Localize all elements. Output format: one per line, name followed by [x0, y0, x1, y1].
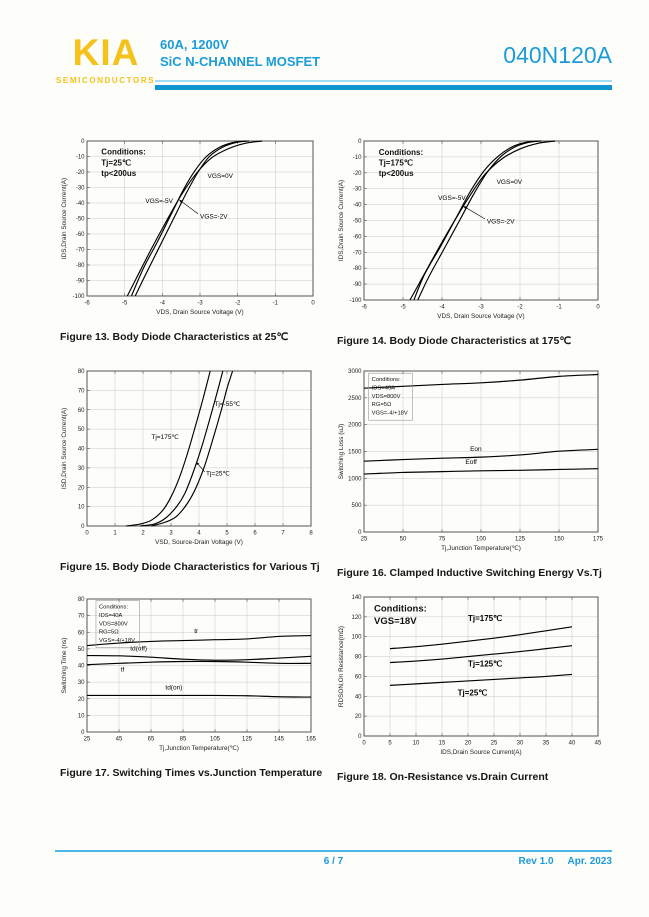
svg-text:-30: -30 — [352, 186, 362, 193]
svg-text:Tj=25℃: Tj=25℃ — [101, 158, 131, 168]
svg-text:15: 15 — [438, 740, 446, 747]
svg-text:Tj,Junction Temperature(℃): Tj,Junction Temperature(℃) — [441, 545, 521, 552]
svg-text:VGS=-5V: VGS=-5V — [145, 198, 174, 205]
kia-logo — [56, 33, 156, 85]
svg-text:tr: tr — [194, 628, 199, 636]
svg-text:-3: -3 — [197, 300, 203, 307]
svg-text:0: 0 — [81, 524, 85, 530]
svg-text:Eoff: Eoff — [465, 459, 477, 467]
svg-text:20: 20 — [77, 696, 85, 703]
footer-rule — [55, 850, 612, 852]
svg-text:-2: -2 — [234, 300, 241, 307]
svg-text:Tj=175℃: Tj=175℃ — [378, 158, 413, 168]
svg-text:Tj=25℃: Tj=25℃ — [206, 470, 230, 478]
svg-text:-20: -20 — [75, 170, 85, 176]
svg-text:70: 70 — [77, 388, 85, 395]
svg-text:125: 125 — [514, 536, 526, 543]
figure-13-chart — [58, 134, 322, 322]
svg-text:20: 20 — [354, 714, 362, 721]
svg-text:120: 120 — [351, 614, 362, 621]
svg-text:-50: -50 — [352, 218, 362, 225]
svg-text:Tj=175℃: Tj=175℃ — [468, 613, 503, 623]
footer — [55, 850, 612, 867]
svg-text:50: 50 — [399, 536, 407, 543]
svg-text:RG=5Ω: RG=5Ω — [98, 629, 119, 636]
svg-text:-6: -6 — [361, 304, 367, 311]
svg-text:125: 125 — [241, 736, 253, 743]
figure-18-chart — [335, 590, 607, 762]
svg-text:Tj=175℃: Tj=175℃ — [151, 433, 179, 441]
svg-text:25: 25 — [490, 740, 498, 747]
svg-text:VGS=0V: VGS=0V — [207, 173, 234, 181]
svg-text:Conditions:: Conditions: — [378, 147, 424, 157]
svg-text:-90: -90 — [75, 278, 85, 285]
svg-text:60: 60 — [77, 407, 85, 414]
svg-text:65: 65 — [147, 736, 155, 743]
svg-text:8: 8 — [309, 530, 313, 537]
svg-text:150: 150 — [553, 536, 565, 543]
svg-text:Switching Time (ns): Switching Time (ns) — [61, 637, 68, 694]
svg-text:40: 40 — [77, 446, 85, 453]
logo-text: KIA — [72, 32, 140, 73]
svg-text:5: 5 — [388, 740, 392, 747]
svg-text:-80: -80 — [75, 263, 85, 269]
svg-text:-50: -50 — [75, 216, 85, 223]
svg-text:tp<200us: tp<200us — [101, 168, 137, 178]
svg-text:-100: -100 — [72, 294, 85, 300]
svg-text:td(on): td(on) — [165, 684, 183, 692]
svg-text:Eon: Eon — [470, 445, 482, 453]
svg-text:0: 0 — [596, 304, 600, 311]
svg-text:2500: 2500 — [348, 395, 362, 402]
svg-text:40: 40 — [354, 694, 362, 701]
svg-text:3000: 3000 — [348, 369, 362, 375]
figure-18 — [335, 590, 607, 783]
svg-text:-90: -90 — [352, 282, 362, 289]
svg-text:0: 0 — [81, 139, 85, 145]
svg-text:IDS,Drain Source Current(A): IDS,Drain Source Current(A) — [338, 179, 345, 262]
svg-text:-4: -4 — [439, 304, 445, 311]
svg-text:VGS=-4/+18V: VGS=-4/+18V — [371, 410, 408, 417]
figure-15 — [58, 364, 320, 573]
svg-text:-10: -10 — [352, 154, 362, 161]
figure-15-caption: Figure 15. Body Diode Characteristics for Various Tj — [60, 561, 320, 573]
svg-text:30: 30 — [516, 740, 524, 747]
svg-text:Tj=25℃: Tj=25℃ — [457, 688, 488, 698]
header-rule-thin — [155, 80, 612, 82]
svg-text:500: 500 — [351, 503, 362, 510]
svg-text:-80: -80 — [352, 266, 362, 273]
svg-text:165: 165 — [305, 736, 317, 743]
svg-text:VDS=800V: VDS=800V — [371, 393, 401, 400]
svg-text:25: 25 — [360, 536, 368, 543]
svg-text:Tj=125℃: Tj=125℃ — [468, 659, 503, 669]
svg-text:-2: -2 — [517, 304, 523, 311]
svg-text:1500: 1500 — [348, 449, 362, 456]
svg-text:1000: 1000 — [348, 476, 362, 483]
figure-13-caption: Figure 13. Body Diode Characteristics at 25℃ — [60, 331, 289, 343]
svg-text:Conditions:: Conditions: — [371, 377, 401, 384]
svg-text:IDS=40A: IDS=40A — [98, 612, 123, 619]
svg-text:-1: -1 — [272, 300, 279, 307]
svg-text:-100: -100 — [349, 298, 362, 304]
figure-15-chart — [58, 364, 320, 552]
svg-text:VDS=800V: VDS=800V — [98, 621, 128, 628]
svg-text:80: 80 — [77, 597, 85, 603]
svg-text:100: 100 — [351, 634, 362, 641]
svg-text:VGS=0V: VGS=0V — [496, 178, 523, 186]
svg-text:-70: -70 — [75, 247, 85, 254]
svg-text:10: 10 — [77, 504, 85, 511]
device-rating: 60A, 1200V — [160, 37, 229, 52]
svg-text:50: 50 — [77, 427, 85, 434]
svg-text:Conditions:: Conditions: — [98, 604, 128, 611]
svg-text:Tj=-55℃: Tj=-55℃ — [214, 400, 241, 408]
svg-text:0: 0 — [358, 734, 362, 740]
svg-text:35: 35 — [542, 740, 550, 747]
svg-text:Conditions:: Conditions: — [101, 147, 146, 157]
svg-text:7: 7 — [281, 530, 285, 537]
svg-text:85: 85 — [179, 736, 187, 743]
figure-14 — [335, 134, 607, 347]
figure-16-chart — [335, 364, 607, 558]
svg-text:-10: -10 — [75, 154, 85, 161]
svg-text:1: 1 — [113, 530, 117, 537]
svg-text:-70: -70 — [352, 250, 362, 257]
svg-text:IDS,Drain Source Current(A): IDS,Drain Source Current(A) — [61, 177, 68, 260]
svg-text:0: 0 — [311, 300, 315, 307]
svg-text:6: 6 — [253, 530, 257, 537]
svg-text:VGS=-2V: VGS=-2V — [486, 218, 515, 226]
svg-text:10: 10 — [412, 740, 420, 747]
svg-text:45: 45 — [115, 736, 123, 743]
svg-text:tf: tf — [120, 666, 125, 674]
svg-text:3: 3 — [169, 530, 173, 537]
svg-text:45: 45 — [594, 740, 602, 747]
svg-text:RDSON,On Resistance(mΩ): RDSON,On Resistance(mΩ) — [338, 625, 345, 708]
figure-14-chart — [335, 134, 607, 326]
logo-subtext: SEMICONDUCTORS — [56, 76, 156, 85]
svg-text:30: 30 — [77, 465, 85, 472]
svg-text:140: 140 — [351, 595, 362, 601]
svg-text:10: 10 — [77, 713, 85, 720]
svg-text:ISD,Drain Source Current(A): ISD,Drain Source Current(A) — [61, 407, 68, 490]
svg-text:0: 0 — [358, 530, 362, 536]
revision-date: Apr. 2023 — [567, 856, 612, 867]
svg-text:0: 0 — [81, 730, 85, 736]
svg-text:2000: 2000 — [348, 422, 362, 429]
svg-text:-3: -3 — [478, 304, 484, 311]
svg-text:VGS=-4/+18V: VGS=-4/+18V — [98, 638, 136, 645]
figure-13 — [58, 134, 322, 343]
svg-text:VSD, Source-Drain Voltage (V: VSD, Source-Drain Voltage (V) — [155, 539, 243, 546]
page-number: 6 / 7 — [323, 856, 344, 867]
figure-16-caption: Figure 16. Clamped Inductive Switching Energy Vs.Tj — [337, 567, 602, 579]
svg-text:-4: -4 — [159, 300, 166, 307]
svg-text:Switching Loss (uJ): Switching Loss (uJ) — [338, 423, 345, 480]
svg-text:145: 145 — [273, 736, 285, 743]
svg-text:4: 4 — [197, 530, 201, 537]
svg-text:5: 5 — [225, 530, 229, 537]
svg-text:IDS,Drain Source Current(A): IDS,Drain Source Current(A) — [440, 749, 522, 756]
device-summary — [160, 37, 320, 71]
svg-text:0: 0 — [85, 530, 89, 537]
svg-text:-40: -40 — [352, 202, 362, 209]
svg-text:-5: -5 — [400, 304, 406, 311]
figure-17 — [58, 592, 322, 779]
svg-text:RG=5Ω: RG=5Ω — [371, 402, 392, 409]
svg-text:0: 0 — [358, 139, 362, 145]
svg-text:Tj,Junction Temperature(℃): Tj,Junction Temperature(℃) — [159, 745, 239, 752]
svg-text:-30: -30 — [75, 185, 85, 192]
svg-text:VGS=-5V: VGS=-5V — [438, 194, 466, 202]
svg-text:60: 60 — [77, 630, 85, 637]
svg-text:-1: -1 — [556, 304, 562, 311]
svg-text:100: 100 — [475, 536, 487, 543]
svg-text:-40: -40 — [75, 201, 85, 207]
svg-text:-20: -20 — [352, 170, 362, 177]
svg-text:25: 25 — [83, 736, 91, 743]
svg-text:VDS, Drain Source Voltage (V: VDS, Drain Source Voltage (V) — [156, 309, 244, 316]
svg-text:80: 80 — [77, 369, 85, 375]
svg-text:0: 0 — [362, 740, 366, 747]
svg-text:-60: -60 — [75, 232, 85, 238]
svg-text:Conditions:: Conditions: — [374, 603, 427, 615]
svg-text:30: 30 — [77, 680, 85, 687]
device-type: SiC N-CHANNEL MOSFET — [160, 54, 321, 69]
svg-text:20: 20 — [77, 485, 85, 492]
header-rule-thick — [155, 85, 612, 90]
svg-text:40: 40 — [568, 740, 576, 747]
svg-text:tp<200us: tp<200us — [378, 168, 414, 178]
svg-text:70: 70 — [77, 613, 85, 620]
svg-text:td(off): td(off) — [130, 645, 148, 653]
revision-info — [518, 856, 612, 867]
svg-text:-5: -5 — [121, 300, 128, 307]
svg-text:-60: -60 — [352, 234, 362, 241]
svg-text:105: 105 — [209, 736, 221, 743]
svg-text:40: 40 — [77, 663, 85, 670]
figure-14-caption: Figure 14. Body Diode Characteristics at 175℃ — [337, 335, 572, 347]
svg-text:VGS=18V: VGS=18V — [374, 615, 417, 627]
svg-text:20: 20 — [464, 740, 472, 747]
svg-text:-6: -6 — [84, 300, 90, 307]
svg-text:VDS, Drain Source Voltage (V: VDS, Drain Source Voltage (V) — [437, 313, 525, 320]
svg-text:75: 75 — [438, 536, 446, 543]
figure-17-chart — [58, 592, 320, 758]
svg-text:IDS=40A: IDS=40A — [371, 385, 396, 392]
svg-text:50: 50 — [77, 646, 85, 653]
svg-text:175: 175 — [592, 536, 604, 543]
svg-text:80: 80 — [354, 654, 362, 661]
svg-text:VGS=-2V: VGS=-2V — [200, 213, 228, 221]
part-number: 040N120A — [503, 42, 612, 68]
svg-text:60: 60 — [354, 674, 362, 681]
revision: Rev 1.0 — [518, 856, 554, 867]
svg-text:2: 2 — [141, 530, 145, 537]
figure-16 — [335, 364, 607, 579]
figure-18-caption: Figure 18. On-Resistance vs.Drain Current — [337, 771, 549, 783]
figure-17-caption: Figure 17. Switching Times vs.Junction Temperature — [60, 767, 323, 779]
